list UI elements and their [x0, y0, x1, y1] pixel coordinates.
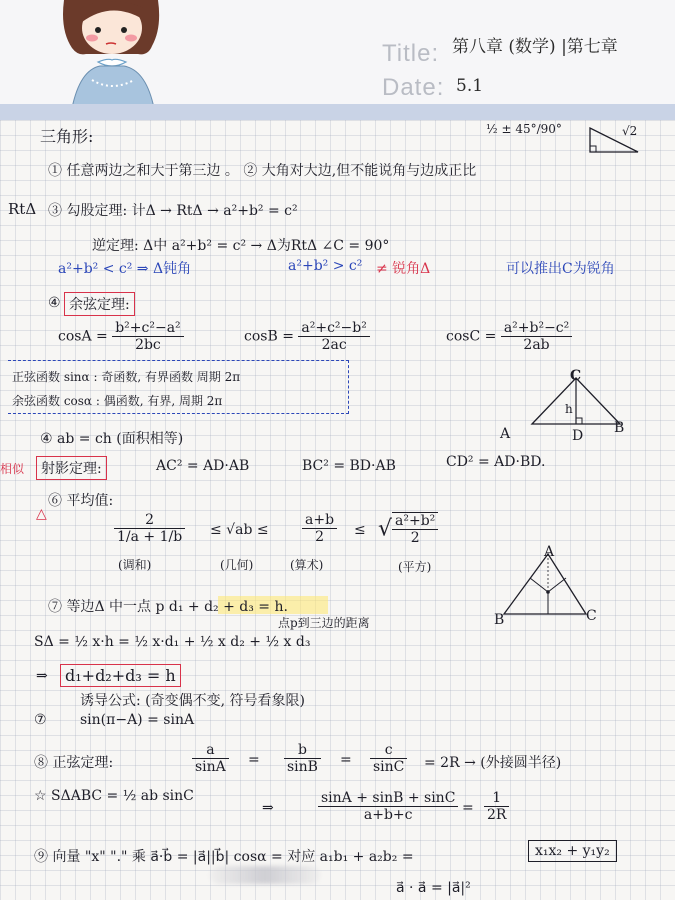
equilateral-area: SΔ = ½ x·h = ½ x·d₁ + ½ x d₂ + ½ x d₃	[34, 634, 311, 650]
label-quadratic: (平方)	[398, 560, 432, 574]
cos-b-formula	[244, 320, 370, 353]
mean-title: ⑥ 平均值:	[48, 493, 114, 509]
header-divider-band	[0, 104, 675, 120]
sine-a-fraction	[192, 742, 229, 775]
rt-tag: RtΔ	[8, 200, 37, 218]
cos-c-den: 2ab	[523, 337, 550, 353]
line-acute-note: 可以推出C为锐角	[506, 261, 615, 277]
cos-c-formula	[446, 320, 572, 353]
ratio-rhs-den: 2R	[487, 807, 507, 823]
ratio-eq: =	[462, 800, 474, 816]
mean-marker-icon: △	[36, 506, 47, 522]
label-arithmetic: (算术)	[290, 558, 324, 572]
fig2-label-b: B	[494, 612, 505, 628]
triangle-area-formula: ☆ SΔABC = ½ ab sinC	[34, 788, 194, 804]
ratio-num: sinA + sinB + sinC	[318, 790, 458, 807]
label-geometric: (几何)	[220, 558, 254, 572]
harm-num: 2	[114, 512, 185, 529]
area-equal-line: ④ ab = ch (面积相等)	[40, 431, 184, 447]
cos-law-title: 余弦定理:	[64, 292, 135, 316]
equilateral-result: d₁+d₂+d₃ = h	[60, 664, 181, 687]
sine-law-title: ⑧ 正弦定理:	[34, 755, 114, 771]
ari-num: a+b	[302, 512, 337, 529]
title-value: 第八章 (数学) |第七章	[452, 37, 618, 57]
fig1-label-b: B	[614, 420, 625, 436]
vector-result-box: x₁x₂ + y₁y₂	[528, 840, 617, 862]
line-acute-cond: a²+b² > c²	[288, 258, 363, 274]
sine-b-num: b	[284, 742, 321, 759]
fig1-label-d: D	[572, 428, 584, 444]
cos-a-label: cosA =	[58, 328, 108, 345]
induction-formula-note: 诱导公式: (奇变偶不变, 符号看象限)	[80, 693, 305, 709]
date-value: 5.1	[456, 76, 484, 96]
line-converse: 逆定理: Δ中 a²+b² = c² → Δ为RtΔ ∠C = 90°	[92, 238, 390, 254]
cos-b-den: 2ac	[321, 337, 347, 353]
ratio-den: a+b+c	[363, 807, 413, 823]
harm-den: 1/a + 1/b	[117, 529, 183, 545]
notebook-header	[0, 0, 675, 108]
cos-a-num: b²+c²−a²	[112, 320, 183, 337]
line-triangle-rules: ① 任意两边之和大于第三边 。 ② 大角对大边,但不能说角与边成正比	[48, 163, 477, 179]
vector-dot-product: ⑨ 向量 "x" "." 乘 a⃗·b⃗ = |a⃗||b⃗| cosα = 对应 a₁b₁ + a₂b₂ =	[34, 849, 414, 865]
cos-a-formula	[58, 320, 184, 353]
ratio-fraction	[318, 790, 458, 823]
sine-a-num: a	[192, 742, 229, 759]
blurred-region	[210, 866, 320, 884]
sine-law-tail: = 2R → (外接圆半径)	[424, 755, 562, 771]
sq-den: 2	[410, 530, 420, 546]
cos-b-label: cosB =	[244, 328, 294, 345]
eq-sign-2: =	[340, 752, 352, 768]
line-acute-neq: ≠ 锐角Δ	[376, 261, 431, 277]
sq-num: a²+b²	[392, 513, 438, 530]
section-title: 三角形:	[40, 127, 94, 146]
date-label: Date:	[382, 74, 445, 101]
girl-illustration	[52, 0, 172, 108]
equilateral-distance-note: 点p到三边的距离	[278, 616, 370, 630]
induction-number: ⑦	[34, 712, 47, 728]
eq-sign-1: =	[248, 752, 260, 768]
vector-self-dot: a⃗ · a⃗ = |a⃗|²	[396, 880, 471, 896]
cos-number: ④	[48, 295, 61, 311]
geometric-mean: ≤ √ab ≤	[210, 522, 269, 538]
cos-a-den: 2bc	[135, 337, 161, 353]
sine-b-den: sinB	[287, 759, 318, 775]
ratio-rhs	[484, 790, 509, 823]
quadratic-mean: √ $\frac{\text{a²+b²}}{2}$	[378, 512, 438, 546]
harmonic-mean	[114, 512, 185, 545]
sine-a-den: sinA	[195, 759, 226, 775]
ratio-arrow: ⇒	[262, 800, 274, 816]
fig1-label-c: C	[570, 368, 582, 384]
corner-formula: ½ ± 45°/90°	[486, 122, 562, 136]
sine-c-num: c	[370, 742, 407, 759]
similar-side-note: 相似	[0, 462, 25, 476]
projection-eq-2: BC² = BD·AB	[302, 458, 396, 474]
projection-eq-3: CD² = AD·BD.	[446, 454, 546, 470]
equilateral-title: ⑦ 等边Δ 中一点 p d₁ + d₂ + d₃ = h.	[48, 599, 288, 615]
title-label: Title:	[382, 40, 440, 67]
line-obtuse: a²+b² < c² ⇒ Δ钝角	[58, 261, 192, 277]
label-harmonic: (调和)	[118, 558, 152, 572]
cos-b-num: a²+c²−b²	[298, 320, 369, 337]
result-arrow: ⇒	[36, 668, 48, 684]
sine-function-note: 正弦函数 sinα : 奇函数, 有界函数 周期 2π	[12, 370, 241, 384]
le-sign: ≤	[354, 522, 366, 538]
sine-c-den: sinC	[373, 759, 405, 775]
fig2-label-a: A	[544, 544, 555, 560]
line-pythagoras: ③ 勾股定理: 计Δ → RtΔ → a²+b² = c²	[48, 203, 298, 219]
cos-c-num: a²+b²−c²	[501, 320, 572, 337]
projection-theorem-title: 射影定理:	[36, 456, 107, 480]
cos-c-label: cosC =	[446, 328, 497, 345]
projection-eq-1: AC² = AD·AB	[156, 458, 250, 474]
ratio-rhs-num: 1	[484, 790, 509, 807]
corner-tri-label: √2	[622, 124, 638, 138]
ari-den: 2	[315, 529, 324, 545]
induction-equation: sin(π−A) = sinA	[80, 712, 195, 728]
sine-c-fraction	[370, 742, 407, 775]
fig1-label-a: A	[500, 426, 511, 442]
arithmetic-mean	[302, 512, 337, 545]
fig1-label-h: h	[565, 402, 573, 416]
fig2-label-c: C	[586, 608, 597, 624]
cosine-function-note: 余弦函数 cosα : 偶函数, 有界, 周期 2π	[12, 394, 223, 408]
sine-b-fraction	[284, 742, 321, 775]
